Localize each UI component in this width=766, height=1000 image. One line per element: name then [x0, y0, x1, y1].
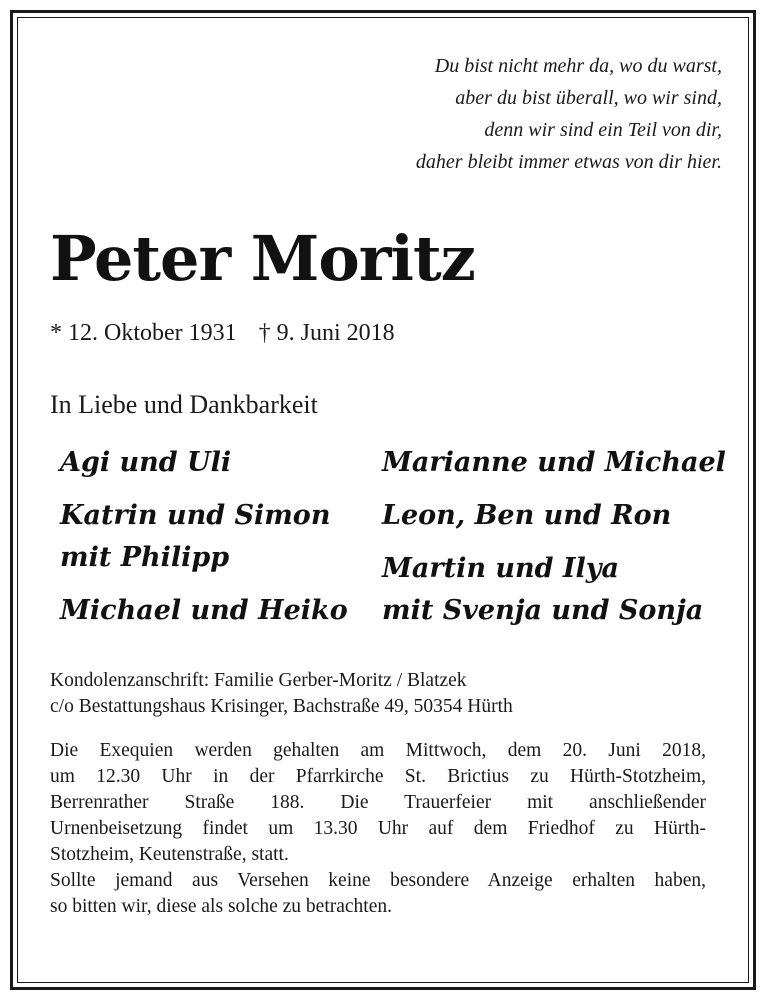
- service-line: Berrenrather Straße 188. Die Trauerfeier mit anschließender: [50, 792, 706, 813]
- condolence-address: [50, 668, 706, 720]
- service-details: [50, 738, 706, 920]
- notice-line: Sollte jemand aus Versehen keine besondere Anzeige erhalten haben,: [50, 870, 706, 891]
- service-line: Stotzheim, Keutenstraße, statt.: [50, 844, 289, 865]
- death-date: † 9. Juni 2018: [258, 320, 395, 346]
- poem-line: Du bist nicht mehr da, wo du warst,: [434, 55, 722, 77]
- poem-line: daher bleibt immer etwas von dir hier.: [415, 151, 722, 173]
- condolence-line: c/o Bestattungshaus Krisinger, Bachstraße 49, 50354 Hürth: [50, 696, 513, 717]
- mourner-entry: mit Philipp: [60, 542, 230, 573]
- mourner-entry: Leon, Ben und Ron: [382, 500, 672, 531]
- mourner-entry: Katrin und Simon: [60, 500, 331, 531]
- birth-date: * 12. Oktober 1931: [50, 320, 237, 346]
- memorial-poem: [416, 50, 722, 178]
- service-line: um 12.30 Uhr in der Pfarrkirche St. Brictius zu Hürth-Stotzheim,: [50, 766, 706, 787]
- condolence-line: Kondolenzanschrift: Familie Gerber-Moritz / Blatzek: [50, 670, 467, 691]
- mourner-entry: Martin und Ilya: [382, 553, 619, 584]
- deceased-name: Peter Moritz: [50, 222, 475, 295]
- service-line: Die Exequien werden gehalten am Mittwoch, dem 20. Juni 2018,: [50, 740, 706, 761]
- mourner-entry: mit Svenja und Sonja: [382, 595, 704, 626]
- mourner-entry: Marianne und Michael: [382, 447, 726, 478]
- notice-line: so bitten wir, diese als solche zu betrachten.: [50, 896, 392, 917]
- intro-text: In Liebe und Dankbarkeit: [50, 390, 318, 419]
- service-line: Urnenbeisetzung findet um 13.30 Uhr auf dem Friedhof zu Hürth-: [50, 818, 706, 839]
- life-dates: [50, 320, 395, 347]
- poem-line: aber du bist überall, wo wir sind,: [455, 87, 722, 109]
- mourner-entry: Michael und Heiko: [60, 595, 348, 626]
- poem-line: denn wir sind ein Teil von dir,: [484, 119, 722, 141]
- mourner-entry: Agi und Uli: [60, 447, 232, 478]
